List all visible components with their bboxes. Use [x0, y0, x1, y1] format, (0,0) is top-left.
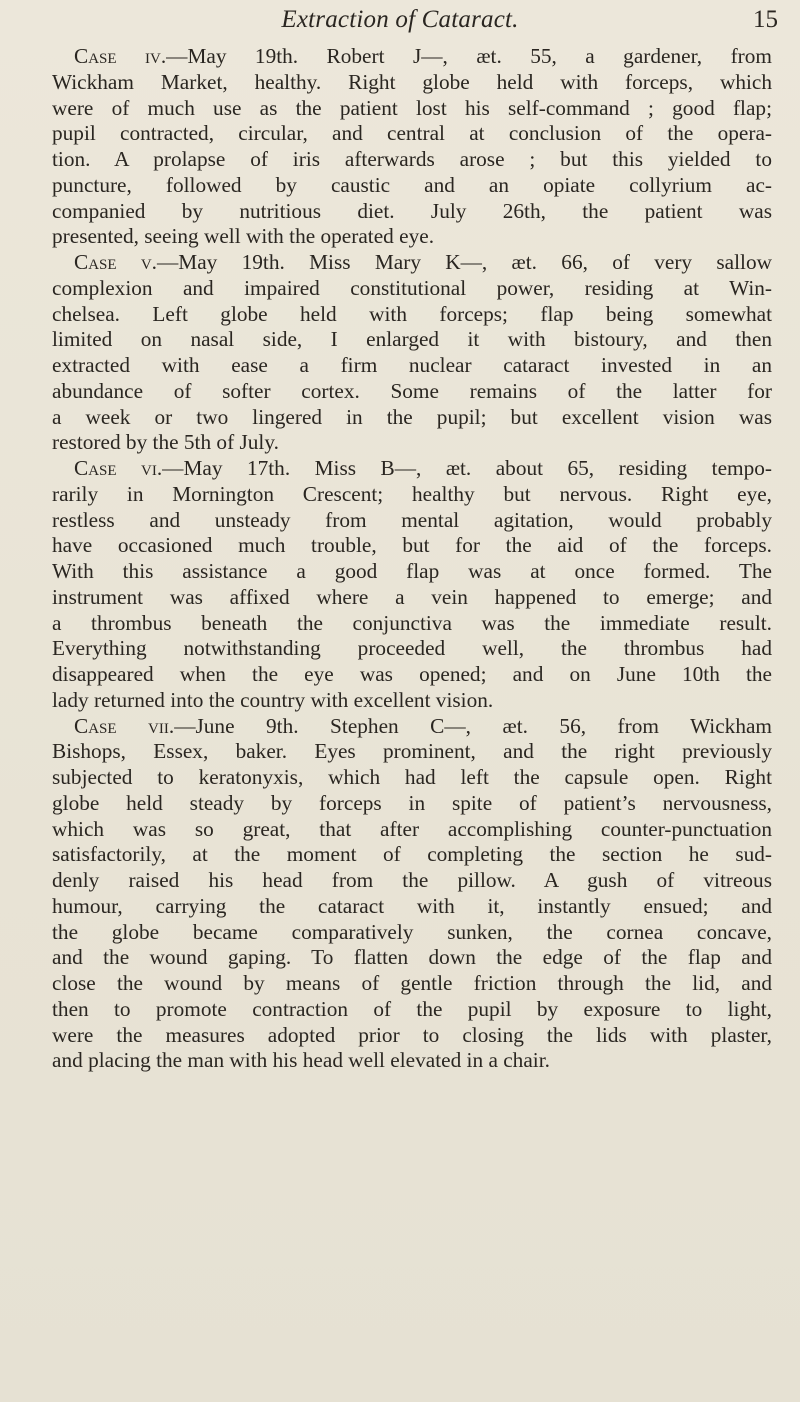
case-label: Case vii.: [74, 713, 175, 738]
text-line: companied by nutritious diet. July 26th, the patient was: [52, 198, 772, 223]
text-line: denly raised his head from the pillow. A gush of vitreous: [52, 868, 772, 892]
text-line: extracted with ease a firm nuclear cataract invested in an: [52, 353, 772, 377]
text-line: have occasioned much trouble, but for the aid of the forceps.: [52, 533, 772, 558]
case-paragraph-7: [52, 714, 772, 1075]
case-label: Case vi.: [74, 456, 163, 480]
text-line: restless and unsteady from mental agitation, would probably: [52, 507, 772, 532]
text-line: Case iv.—May 19th. Robert J—, æt. 55, a gardener, from: [74, 44, 772, 68]
page-number: 15: [753, 6, 778, 33]
text-line: satisfactorily, at the moment of completing the section he sud-: [52, 842, 772, 867]
case-label: Case v.: [74, 250, 157, 274]
text-line: Bishops, Essex, baker. Eyes prominent, and the right previously: [52, 739, 772, 764]
body-text: [52, 44, 772, 1074]
text-line: disappeared when the eye was opened; and on June 10th the: [52, 662, 772, 686]
text-line: chelsea. Left globe held with forceps; flap being somewhat: [52, 301, 772, 326]
text-line: Case vi.—May 17th. Miss B—, æt. about 65, residing tempo-: [74, 456, 772, 480]
text-line: presented, seeing well with the operated eye.: [52, 224, 435, 249]
text-line: pupil contracted, circular, and central at conclusion of the opera-: [52, 121, 772, 146]
text-line: instrument was affixed where a vein happened to emerge; and: [52, 584, 772, 609]
text-line: were of much use as the patient lost his self-command ; good flap;: [52, 95, 772, 120]
text-line: then to promote contraction of the pupil by exposure to light,: [52, 996, 772, 1021]
text-line: limited on nasal side, I enlarged it with bistoury, and then: [52, 327, 772, 352]
text-line: the globe became comparatively sunken, the cornea concave,: [52, 919, 772, 944]
text-line: With this assistance a good flap was at once formed. The: [52, 559, 772, 583]
text-line: puncture, followed by caustic and an opiate collyrium ac-: [52, 172, 772, 197]
text-line: and the wound gaping. To flatten down the edge of the flap and: [52, 945, 772, 970]
case-paragraph-6: [52, 456, 772, 714]
running-title: Extraction of Cataract.: [281, 6, 519, 33]
text-line: Wickham Market, healthy. Right globe held with forceps, which: [52, 69, 772, 94]
text-line: close the wound by means of gentle friction through the lid, and: [52, 971, 772, 995]
text-line: rarily in Mornington Crescent; healthy but nervous. Right eye,: [52, 481, 772, 506]
text-line: subjected to keratonyxis, which had left the capsule open. Right: [52, 765, 772, 789]
text-line: lady returned into the country with excellent vision.: [52, 687, 494, 712]
text-line: which was so great, that after accomplishing counter-punctuation: [52, 816, 772, 841]
running-head: [0, 6, 800, 40]
case-paragraph-4: [52, 44, 772, 250]
text-line: restored by the 5th of July.: [52, 430, 279, 455]
text-line: and placing the man with his head well elevated in a chair.: [52, 1048, 550, 1073]
case-paragraph-5: [52, 250, 772, 456]
text-line: Case v.—May 19th. Miss Mary K—, æt. 66, of very sallow: [74, 250, 772, 274]
text-line: tion. A prolapse of iris afterwards arose ; but this yielded to: [52, 147, 772, 171]
text-line: were the measures adopted prior to closing the lids with plaster,: [52, 1022, 772, 1047]
text-line: a thrombus beneath the conjunctiva was the immediate result.: [52, 610, 772, 635]
text-line: abundance of softer cortex. Some remains of the latter for: [52, 378, 772, 403]
text-line: globe held steady by forceps in spite of patient’s nervousness,: [52, 790, 772, 815]
text-line: humour, carrying the cataract with it, instantly ensued; and: [52, 893, 772, 918]
text-line: Case vii.—June 9th. Stephen C—, æt. 56, from Wickham: [74, 713, 772, 738]
case-label: Case iv.: [74, 44, 167, 68]
text-line: a week or two lingered in the pupil; but excellent vision was: [52, 404, 772, 429]
text-line: Everything notwithstanding proceeded well, the thrombus had: [52, 636, 772, 661]
text-line: complexion and impaired constitutional power, residing at Win-: [52, 275, 772, 300]
